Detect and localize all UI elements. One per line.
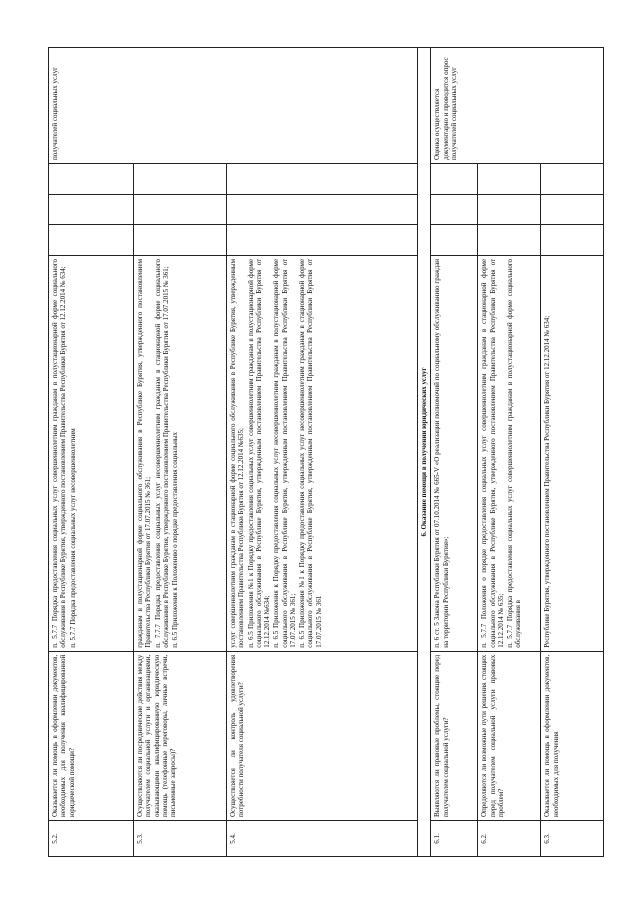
legal-basis-text: п. 6.5 Приложения №1 к Порядку предоставления социальных услуг совершеннолетним гражданам в полустационарной форме социального обслуживания в Республике Бурятия, утвержденным постановлением Правительства Республики Бурятия от 12.12.2014 №634; [246,258,271,648]
rotated-table-page [48,47,620,857]
row-number: 6.2. [478,821,541,857]
legal-basis-cell [227,255,418,651]
question-cell: Определяются ли возможные пути решения стоящих перед получателем социальной услуги правовых проблем? [478,651,541,820]
legal-basis-cell [134,255,227,651]
answer-cell [431,225,478,256]
answer-cell [134,164,227,195]
section-heading: 6. Оказание помощи в получении юридических услуг [418,48,431,857]
answer-cell [541,164,604,195]
legal-basis-text: п. 6.5 Приложения к Порядку предоставления социальных услуг несовершеннолетним гражданам в полустационарной форме социального обслуживания в Республике Бурятия, утвержденным постановлением Правительства Республики Бурятия от 17.07.2015 № 361; [272,258,297,648]
legal-basis-text: п. 5.7.7 Порядка предоставления социальных услуг несовершеннолетним [68,428,77,648]
question-cell: Оказывается ли помощь в оформлении документов, необходимых для получения квалифицированной юридической помощи? [49,651,134,820]
legal-basis-text: п. 7.7.7 Порядка предоставления социальных услуг несовершеннолетним гражданам в стационарной форме социального обслуживания в Республике Бурятия, утвержденного постановлением Правительства Республики Бурятия от 17.07.2015 № 361; [153,258,170,648]
method-cell: получателей социальных услуг [49,48,418,164]
answer-cell [134,194,227,225]
answer-cell [431,164,478,195]
row-number: 5.3. [134,821,227,857]
legal-basis-cell [541,255,604,651]
legal-basis-text: п. 6.5 Приложения к Положению о порядке предоставления социальных [171,431,179,648]
table-row [134,48,227,857]
row-number: 5.2. [49,821,134,857]
legal-basis-cell [431,255,478,651]
legal-basis-cell [478,255,541,651]
legal-basis-text: п. 5.7.7 Положения о порядке предоставления социальных услуг совершеннолетним гражданам в стационарной форме социального обслуживания в Республике Бурятия, утвержденного постановлением Правительства Республики Бурятия от 12.12.2014 № 635; [480,258,505,648]
answer-cell [227,225,418,256]
section-row [418,48,431,857]
table-row [227,48,418,857]
question-cell: Осуществляется ли контроль удовлетворения потребности получателя социальной услуги? [227,651,418,820]
answer-cell [541,225,604,256]
legal-basis-text: услуг совершеннолетним гражданам в стационарной форме социального обслуживания в Республике Бурятия, утвержденным постановлением Правительства Республики Бурятия от 12.12.2014 №635; [229,258,246,648]
row-number: 6.3. [541,821,604,857]
legal-basis-text: п. 6 ст. 5 Закона Республики Бурятия от 07.10.2014 № 665-V «О реализации полномочий по социальному обслуживанию граждан на территории Республики Бурятия»; [433,258,450,648]
answer-cell [49,164,134,195]
answer-cell [227,194,418,225]
method-cell: Оценка осуществляется документарно и проводится опрос получателей социальных услуг [431,48,604,164]
legal-basis-text: п. 6.5 Приложения №1 к Порядку предоставления социальных услуг несовершеннолетним гражданам в стационарной форме социального обслуживания в Республике Бурятия, утвержденным постановлением Правительства Республики Бурятия от 17.07.2015 № 361 [298,258,323,648]
legal-basis-text: п. 5.7.7 Порядка предоставления социальных услуг совершеннолетним гражданам в полустационарной форме социального обслуживания в Республике Бурятия, утвержденного постановлением Правительства Республики Бурятия от 12.12.2014 № 634; [51,258,68,648]
legal-basis-text: Республике Бурятия, утвержденного постановлением Правительства Республики Бурятия от 12.12.2014 № 634; [543,315,552,648]
answer-cell [431,194,478,225]
table-row [478,48,541,857]
answer-cell [227,164,418,195]
answer-cell [478,225,541,256]
answer-cell [49,225,134,256]
answer-cell [541,194,604,225]
answer-cell [478,164,541,195]
legal-basis-text: гражданам в полустационарной форме социального обслуживания в Республике Бурятия, утвержденного постановлением Правительства Республики Бурятия от 17.07.2015 № 361; [136,258,153,648]
inspection-criteria-table [48,47,604,857]
table-row [49,48,134,857]
table-row [541,48,604,857]
answer-cell [49,194,134,225]
legal-basis-cell [49,255,134,651]
row-number: 6.1. [431,821,478,857]
question-cell: Выявляются ли правовые проблемы, стоящие перед получателем социальной услуги? [431,651,478,820]
question-cell: Оказывается ли помощь в оформлении документов, необходимых для получения [541,651,604,820]
answer-cell [478,194,541,225]
answer-cell [134,225,227,256]
table-row [431,48,478,857]
row-number: 5.4. [227,821,418,857]
question-cell: Осуществляются ли посреднические действия между получателем социальной услуги и организациями, оказывающими квалифицированную юридическую помощь (телефонные переговоры, личные встречи, письменные запросы)? [134,651,227,820]
legal-basis-text: п. 5.7.7 Порядка предоставления социальных услуг совершеннолетним гражданам в полустационарной форме социального обслуживания в [506,258,523,648]
